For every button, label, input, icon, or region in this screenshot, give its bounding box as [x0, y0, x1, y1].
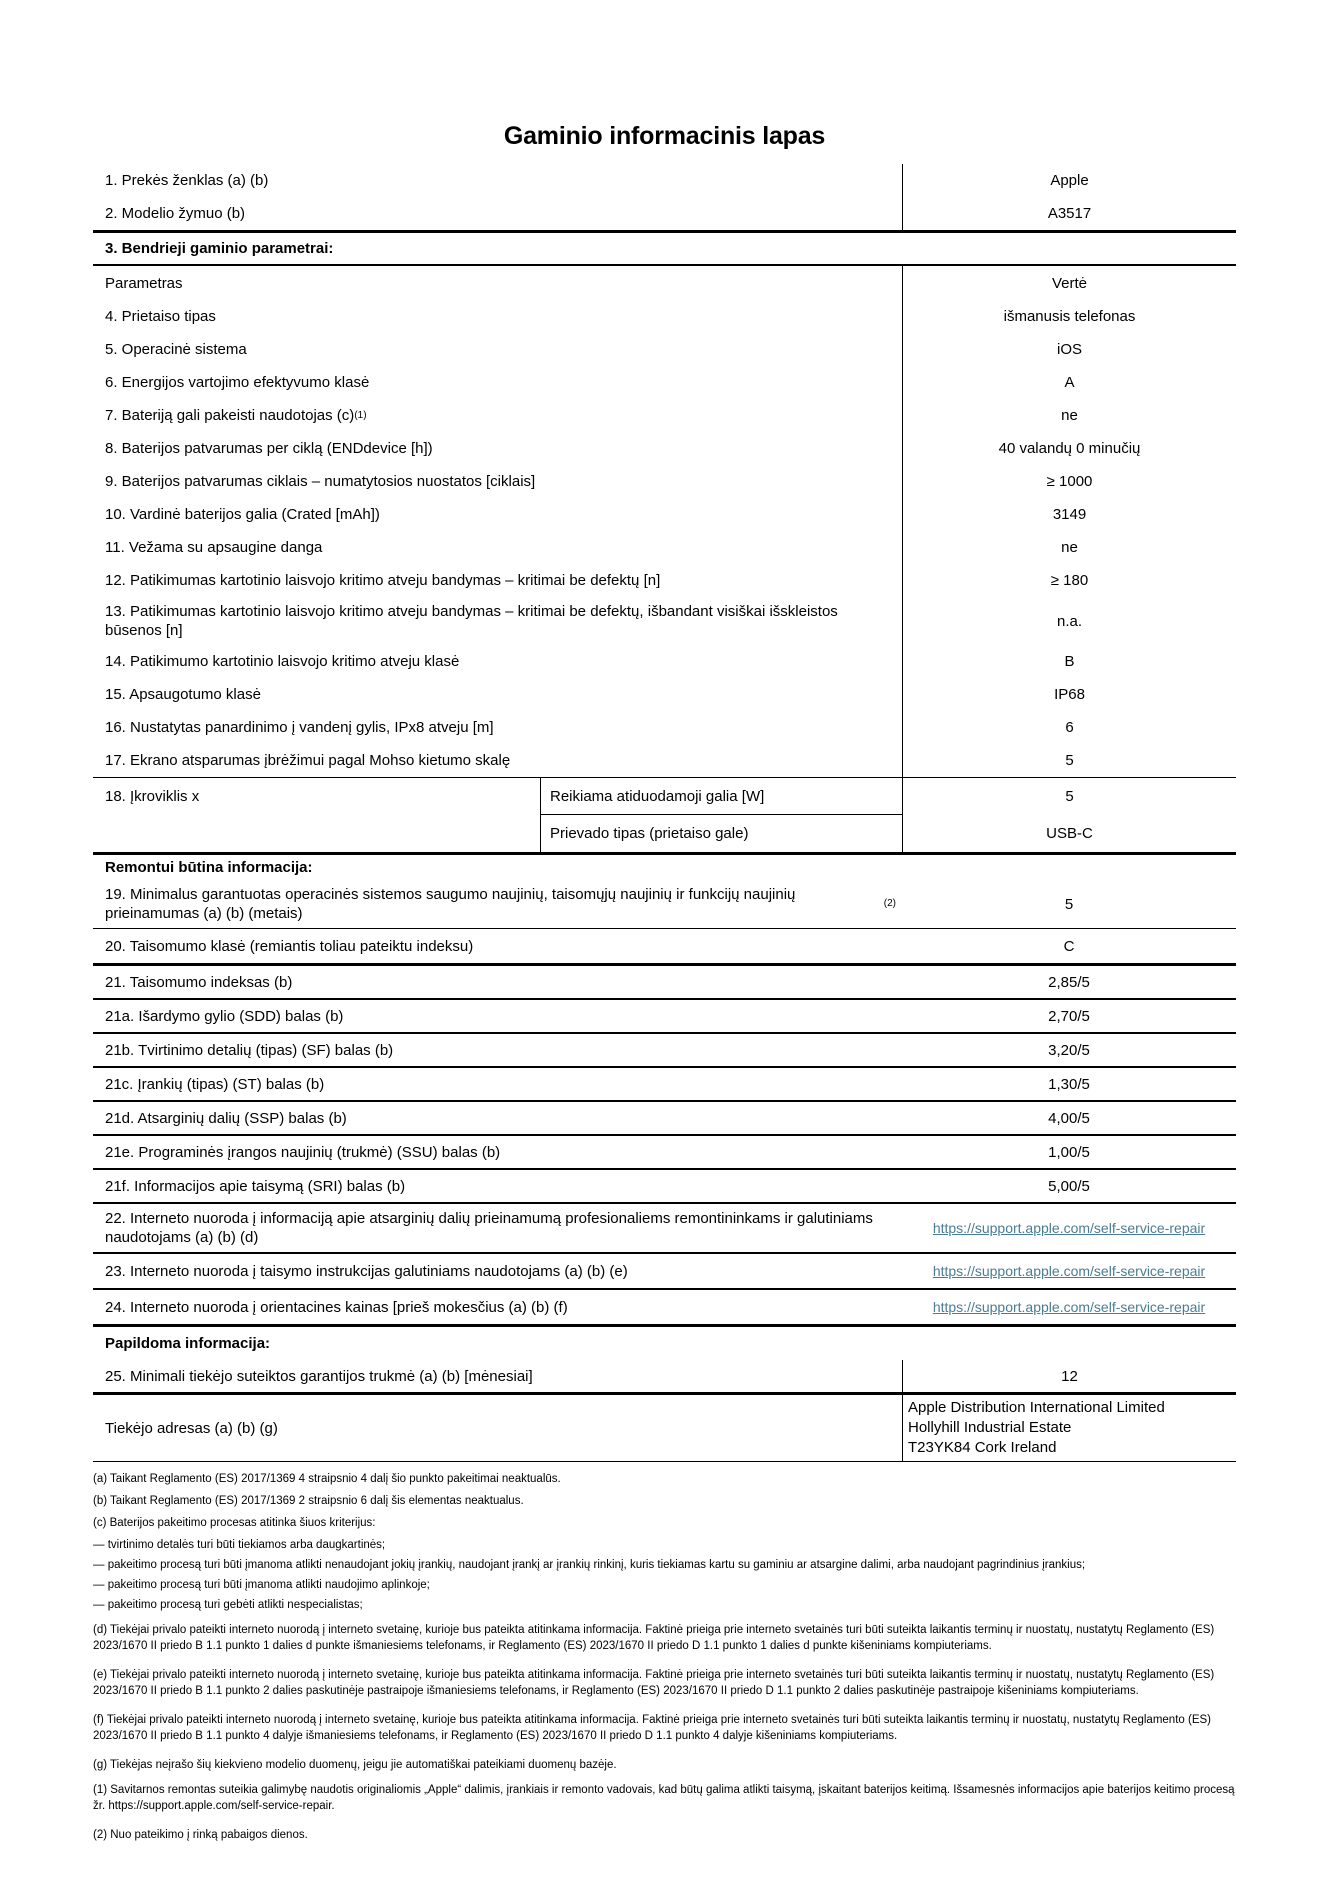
row-label: 7. Bateriją gali pakeisti naudotojas (c) (1)	[105, 407, 367, 424]
table-row	[93, 366, 1236, 399]
table-row	[93, 300, 1236, 333]
table-row	[93, 197, 1236, 230]
charger-row-label-cell	[93, 778, 540, 852]
row-label: 12. Patikimumas kartotinio laisvojo kritimo atveju bandymas – kritimai be defektų [n]	[105, 572, 661, 589]
table-row	[93, 1290, 1236, 1327]
row-label: 23. Interneto nuoroda į taisymo instrukcijas galutiniams naudotojams (a) (b) (e)	[105, 1262, 628, 1280]
column-header-row	[93, 266, 1236, 300]
general-parameter-rows	[93, 300, 1236, 777]
supplier-address-row	[93, 1395, 1236, 1461]
table-row	[93, 465, 1236, 498]
product-table	[93, 164, 1236, 1462]
row-label: Parametras	[105, 274, 183, 292]
row-value: C	[1063, 937, 1075, 955]
table-row	[93, 266, 1236, 300]
row-value: 5	[1064, 895, 1074, 913]
row-value: 3,20/5	[1048, 1041, 1090, 1059]
row-value: ≥ 1000	[902, 465, 1236, 498]
supplier-address-line: Apple Distribution International Limited	[908, 1399, 1165, 1416]
table-row	[93, 399, 1236, 432]
footnote-g: (g) Tiekėjas neįrašo šių kiekvieno modelio duomenų, jeigu jie automatiškai pateikiami duomenų bazėje.	[93, 1759, 617, 1771]
row-label: 21c. Įrankių (tipas) (ST) balas (b)	[105, 1075, 325, 1093]
row-label: 15. Apsaugotumo klasė	[105, 686, 261, 703]
row-label: 21. Taisomumo indeksas (b)	[105, 973, 293, 991]
footnotes	[93, 1471, 1236, 1843]
row-label: 13. Patikimumas kartotinio laisvojo kritimo atveju bandymas – kritimai be defektų, išbandant visiškai išskleistos būsenos [n]	[105, 603, 838, 639]
supplier-address-line: T23YK84 Cork Ireland	[908, 1439, 1057, 1456]
table-row	[93, 597, 1236, 645]
table-row	[93, 564, 1236, 597]
charger-sub-label: Prievado tipas (prietaiso gale)	[540, 815, 902, 852]
footnote-d: (d) Tiekėjai privalo pateikti interneto nuorodą į interneto svetainę, kurioje bus pateikta atitinkama informacija. Faktinė prieiga prie interneto svetainės turi būti suteikta laikantis terminų ir nuostatų, nustatytų Reglamento (ES) 2023/1670 II priedo B 1.1 punkto 1 dalies d punkte išmaniesiems telefonams, ir Reglamento (ES) 2023/1670 II priedo D 1.1 punkto 1 dalies d punkte kišeniniams kompiuteriams.	[93, 1624, 1215, 1652]
footnote-c-4: — pakeitimo procesą turi gebėti atlikti nespecialistas;	[93, 1599, 363, 1611]
row-value: 3149	[902, 498, 1236, 531]
repair-info-link[interactable]: https://support.apple.com/self-service-repair	[932, 1219, 1206, 1236]
page-title: Gaminio informacinis lapas	[503, 122, 826, 150]
row-label: 2. Modelio žymuo (b)	[105, 205, 246, 222]
charger-sub-value: USB-C	[902, 815, 1236, 852]
table-row	[93, 333, 1236, 366]
row-label: 6. Energijos vartojimo efektyvumo klasė	[105, 374, 370, 391]
supplier-address-line: Hollyhill Industrial Estate	[908, 1419, 1072, 1436]
row-value	[902, 1290, 1236, 1324]
table-row	[93, 531, 1236, 564]
row-value: 6	[902, 711, 1236, 744]
table-row	[93, 966, 1236, 1000]
repair-info-link[interactable]: https://support.apple.com/self-service-repair	[932, 1262, 1206, 1279]
row-label: 4. Prietaiso tipas	[105, 308, 216, 325]
footnote-c-2: — pakeitimo procesą turi būti įmanoma atlikti nenaudojant jokių įrankių, naudojant įrankį ar įrankių rinkinį, kuris tiekiamas kartu su gaminiu ar atsargine dalimi, arba naudojant pagrindinius įrankius;	[93, 1559, 1086, 1571]
row-value: 1,00/5	[1048, 1143, 1090, 1161]
row-label: 10. Vardinė baterijos galia (Crated [mAh])	[105, 506, 380, 523]
table-row	[93, 164, 1236, 197]
table-row	[93, 929, 1236, 966]
charger-sub-label: Reikiama atiduodamoji galia [W]	[540, 778, 902, 815]
table-row	[93, 1136, 1236, 1170]
footnote-e: (e) Tiekėjai privalo pateikti interneto nuorodą į interneto svetainę, kurioje bus pateikta atitinkama informacija. Faktinė prieiga prie interneto svetainės turi būti suteikta laikantis terminų ir nuostatų, nustatytų Reglamento (ES) 2023/1670 II priedo B 1.1 punkto 2 dalies paskutinėje pastraipoje išmaniesiems telefonams, ir Reglamento (ES) 2023/1670 II priedo D 1.1 punkto 2 dalies paskutinėje pastraipoje kišeniniams kompiuteriams.	[93, 1669, 1215, 1697]
row-value	[902, 1204, 1236, 1252]
footnote-2: (2) Nuo pateikimo į rinką pabaigos dienos.	[93, 1829, 308, 1841]
charger-sub-value: 5	[902, 778, 1236, 815]
identification-rows	[93, 164, 1236, 230]
row-label: 14. Patikimumo kartotinio laisvojo kritimo atveju klasė	[105, 653, 460, 670]
table-row	[93, 1034, 1236, 1068]
row-value: 12	[902, 1360, 1236, 1392]
table-row	[93, 1204, 1236, 1254]
table-row	[93, 678, 1236, 711]
row-label: 21d. Atsarginių dalių (SSP) balas (b)	[105, 1109, 347, 1127]
table-row	[93, 1170, 1236, 1204]
footnote-f: (f) Tiekėjai privalo pateikti interneto nuorodą į interneto svetainę, kurioje bus pateikta atitinkama informacija. Faktinė prieiga prie interneto svetainės turi būti suteikta laikantis terminų ir nuostatų, nustatytų Reglamento (ES) 2023/1670 II priedo B 1.1 punkto 4 dalyje išmaniesiems telefonams, ir Reglamento (ES) 2023/1670 II priedo D 1.1 punkto 4 dalyje kišeniniams kompiuteriams.	[93, 1714, 1211, 1742]
row-label: 8. Baterijos patvarumas per ciklą (ENDdevice [h])	[105, 440, 433, 457]
repair-info-link[interactable]: https://support.apple.com/self-service-repair	[932, 1298, 1206, 1315]
row-value: n.a.	[902, 597, 1236, 645]
charger-row	[93, 778, 1236, 852]
row-label: 1. Prekės ženklas (a) (b)	[105, 172, 269, 189]
supplier-address-value	[902, 1395, 1236, 1461]
table-row	[93, 1000, 1236, 1034]
supplier-address-label: Tiekėjo adresas (a) (b) (g)	[105, 1419, 278, 1437]
row-label: 17. Ekrano atsparumas įbrėžimui pagal Mohso kietumo skalę	[105, 752, 511, 769]
row-value: 5	[902, 744, 1236, 777]
row-value: ne	[902, 399, 1236, 432]
table-row	[93, 432, 1236, 465]
footnote-b: (b) Taikant Reglamento (ES) 2017/1369 2 straipsnio 6 dalį šis elementas neaktualus.	[93, 1495, 524, 1507]
charger-row-label: 18. Įkroviklis x	[105, 788, 200, 805]
table-row	[93, 744, 1236, 777]
additional-info-rows	[93, 1360, 1236, 1461]
row-label: 16. Nustatytas panardinimo į vandenį gylis, IPx8 atveju [m]	[105, 719, 494, 736]
row-label: 25. Minimali tiekėjo suteiktos garantijos trukmė (a) (b) [mėnesiai]	[105, 1367, 533, 1385]
row-label: 9. Baterijos patvarumas ciklais – numatytosios nuostatos [ciklais]	[105, 473, 536, 490]
row-label: 21b. Tvirtinimo detalių (tipas) (SF) balas (b)	[105, 1041, 394, 1059]
row-value: iOS	[902, 333, 1236, 366]
divider-line	[93, 1461, 1236, 1462]
row-value: 1,30/5	[1048, 1075, 1090, 1093]
row-value	[902, 1254, 1236, 1288]
row-value: A	[902, 366, 1236, 399]
table-row	[93, 645, 1236, 678]
table-row	[93, 880, 1236, 929]
row-value: 40 valandų 0 minučių	[902, 432, 1236, 465]
row-value: B	[902, 645, 1236, 678]
table-row	[93, 1360, 1236, 1395]
row-value: ≥ 180	[902, 564, 1236, 597]
row-value: Vertė	[902, 266, 1236, 300]
row-label: 5. Operacinė sistema	[105, 341, 247, 358]
row-label: 20. Taisomumo klasė (remiantis toliau pateiktu indeksu)	[105, 937, 474, 955]
row-value: IP68	[902, 678, 1236, 711]
footnote-c-3: — pakeitimo procesą turi būti įmanoma atlikti naudojimo aplinkoje;	[93, 1579, 430, 1591]
table-row	[93, 1102, 1236, 1136]
section-header-additional: Papildoma informacija:	[105, 1335, 271, 1352]
row-value: 5,00/5	[1048, 1177, 1090, 1195]
row-label: 21a. Išardymo gylio (SDD) balas (b)	[105, 1007, 344, 1025]
table-row	[93, 711, 1236, 744]
footnote-c-1: — tvirtinimo detalės turi būti tiekiamos arba daugkartinės;	[93, 1539, 386, 1551]
row-label: 21e. Programinės įrangos naujinių (trukmė) (SSU) balas (b)	[105, 1143, 501, 1161]
row-value: 2,85/5	[1048, 973, 1090, 991]
row-label: 11. Vežama su apsaugine danga	[105, 539, 323, 556]
row-label: 19. Minimalus garantuotas operacinės sistemos saugumo naujinių, taisomųjų naujinių ir funkcijų naujinių prieinamumas (a) (b) (metais) (2)	[105, 886, 896, 922]
row-value: 2,70/5	[1048, 1007, 1090, 1025]
row-value: išmanusis telefonas	[902, 300, 1236, 333]
section-header-repair: Remontui būtina informacija:	[105, 859, 313, 876]
row-label: 24. Interneto nuoroda į orientacines kainas [prieš mokesčius (a) (b) (f)	[105, 1298, 568, 1316]
table-row	[93, 1068, 1236, 1102]
row-value: Apple	[902, 164, 1236, 197]
row-label: 21f. Informacijos apie taisymą (SRI) balas (b)	[105, 1177, 406, 1195]
footnote-a: (a) Taikant Reglamento (ES) 2017/1369 4 straipsnio 4 dalį šio punkto pakeitimai neaktualūs.	[93, 1473, 561, 1485]
footnote-c: (c) Baterijos pakeitimo procesas atitinka šiuos kriterijus:	[93, 1517, 376, 1529]
table-row	[93, 498, 1236, 531]
row-label: 22. Interneto nuoroda į informaciją apie atsarginių dalių prieinamumą profesionaliems remontininkams ir galutiniams naudotojams (a) (b) (d)	[105, 1210, 873, 1246]
row-value: A3517	[902, 197, 1236, 230]
table-row	[93, 1254, 1236, 1290]
section-header-general: 3. Bendrieji gaminio parametrai:	[105, 240, 334, 257]
repair-info-rows	[93, 880, 1236, 1327]
row-value: ne	[902, 531, 1236, 564]
footnote-1: (1) Savitarnos remontas suteikia galimybę naudotis originaliomis „Apple“ dalimis, įrankiais ir remonto vadovais, kad būtų galima atlikti taisymą, įskaitant baterijos keitimą. Išsamesnės informacijos apie baterijos keitimo procesą žr. https://support.apple.com/self-service-repair.	[93, 1784, 1235, 1812]
row-value: 4,00/5	[1048, 1109, 1090, 1127]
